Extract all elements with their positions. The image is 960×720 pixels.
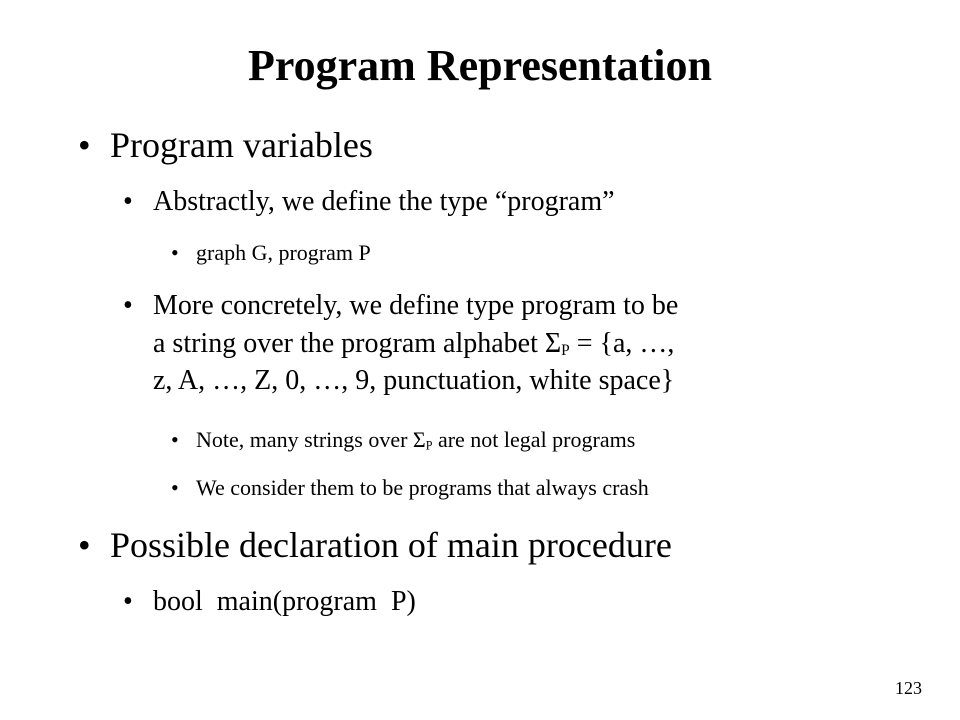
bullet-text: We consider them to be programs that always crash	[196, 475, 649, 500]
bullet-dot: •	[123, 186, 133, 217]
bullet-text: bool main(program P)	[153, 586, 416, 617]
bullet-dot: •	[123, 290, 133, 321]
bullet-dot: •	[171, 427, 179, 452]
page-number: 123	[895, 678, 922, 698]
bullet-text: Program variables	[110, 125, 373, 165]
bullet-graph-program	[171, 240, 371, 266]
bullet-program-variables	[78, 125, 373, 166]
bullet-main-signature	[123, 585, 416, 619]
bullet-dot: •	[171, 240, 179, 265]
bullet-text: Possible declaration of main procedure	[110, 525, 672, 565]
bullet-text-line-2	[153, 327, 678, 361]
note-rest-text: are not legal programs	[432, 427, 636, 452]
bullet-more-concretely	[123, 289, 679, 398]
bullet-text: Abstractly, we define the type “program”	[153, 186, 615, 217]
bullet-text: graph G, program P	[196, 240, 371, 265]
bullet-dot: •	[123, 586, 133, 617]
bullet-text-line-1: More concretely, we define type program to be	[153, 290, 679, 321]
bullet-abstractly	[123, 185, 615, 219]
note-sigma-text: Note, many strings over Σ	[196, 427, 426, 452]
alphabet-sigma-text: a string over the program alphabet Σ	[153, 327, 562, 359]
bullet-text-line-3: z, A, …, Z, 0, …, 9, punctuation, white space}	[153, 365, 675, 397]
bullet-dot: •	[171, 475, 179, 500]
sigma-subscript: P	[425, 438, 433, 453]
sigma-subscript: P	[561, 341, 570, 359]
bullet-note-strings	[171, 427, 636, 453]
bullet-possible-declaration	[78, 525, 672, 566]
bullet-dot: •	[78, 125, 91, 165]
bullet-always-crash	[171, 475, 649, 501]
bullet-dot: •	[78, 525, 91, 565]
alphabet-set-start: = {a, …,	[569, 327, 675, 359]
slide-title: Program Representation	[248, 41, 712, 90]
bullet-text	[196, 427, 635, 453]
